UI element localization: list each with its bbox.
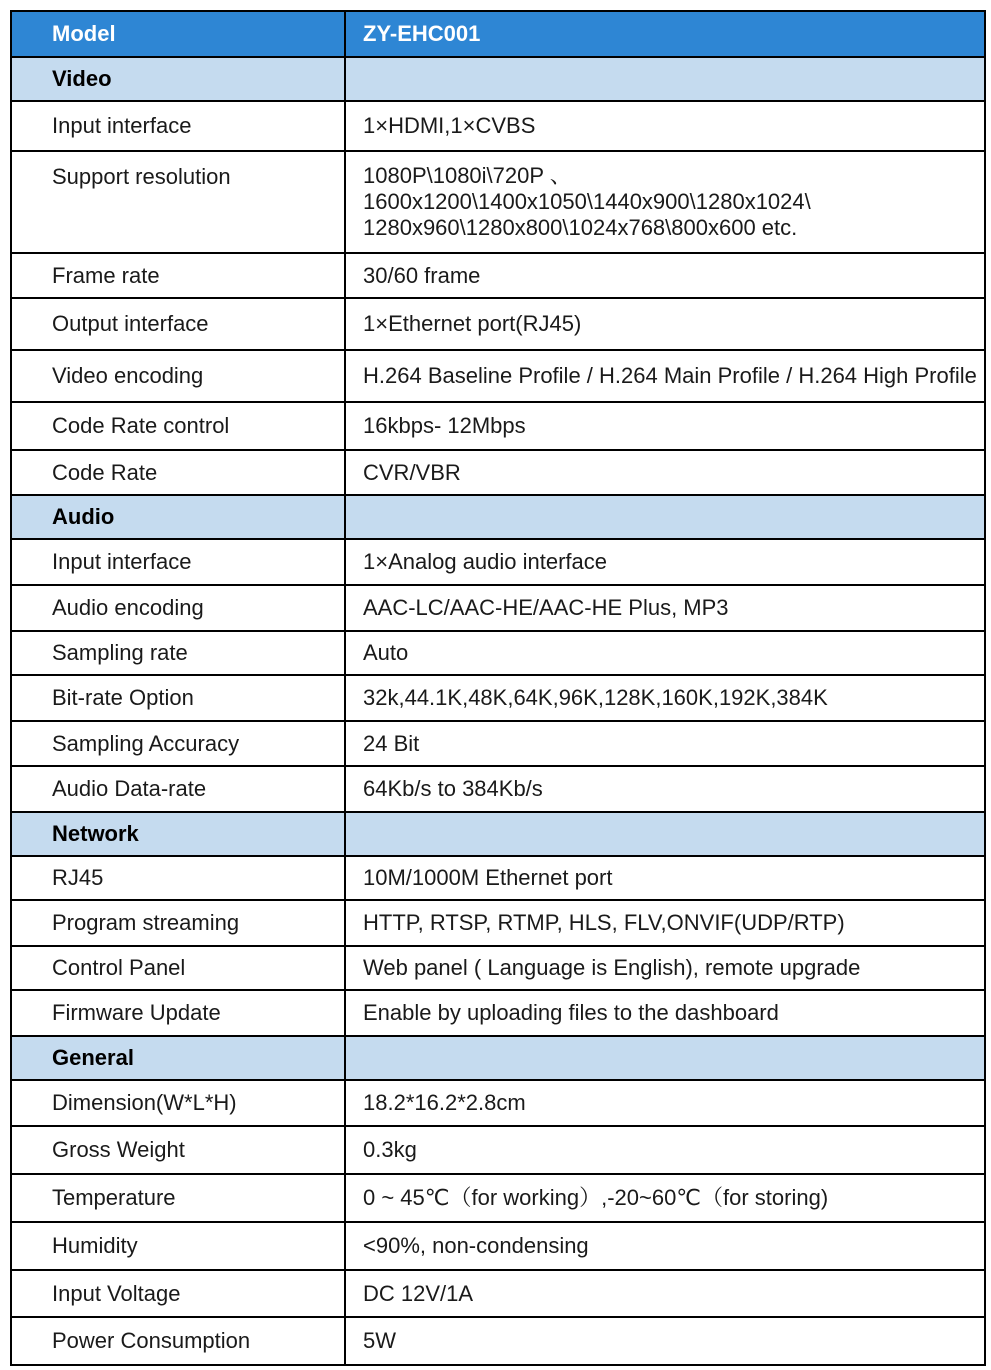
spec-label: Power Consumption — [11, 1317, 345, 1365]
section-row-network — [11, 812, 985, 856]
spec-label: Gross Weight — [11, 1126, 345, 1174]
spec-label: Program streaming — [11, 900, 345, 946]
spec-label: Code Rate control — [11, 402, 345, 450]
spec-row — [11, 101, 985, 151]
spec-row — [11, 350, 985, 402]
spec-value — [345, 151, 985, 253]
spec-label: Frame rate — [11, 253, 345, 298]
spec-label: Input Voltage — [11, 1270, 345, 1317]
spec-row — [11, 450, 985, 495]
spec-label: Bit-rate Option — [11, 675, 345, 721]
spec-value: 5W — [345, 1317, 985, 1365]
spec-label: Sampling rate — [11, 631, 345, 675]
section-row-audio — [11, 495, 985, 539]
spec-value: 16kbps- 12Mbps — [345, 402, 985, 450]
spec-value: H.264 Baseline Profile / H.264 Main Profile / H.264 High Profile — [345, 350, 985, 402]
spec-label: Support resolution — [11, 151, 345, 253]
spec-row — [11, 1270, 985, 1317]
spec-value: HTTP, RTSP, RTMP, HLS, FLV,ONVIF(UDP/RTP) — [345, 900, 985, 946]
spec-row — [11, 151, 985, 253]
spec-label: Sampling Accuracy — [11, 721, 345, 766]
spec-row — [11, 253, 985, 298]
spec-value: Auto — [345, 631, 985, 675]
spec-label: Audio Data-rate — [11, 766, 345, 812]
section-row-video — [11, 57, 985, 101]
spec-value: CVR/VBR — [345, 450, 985, 495]
spec-row — [11, 1317, 985, 1365]
spec-value: 24 Bit — [345, 721, 985, 766]
spec-row — [11, 539, 985, 585]
spec-value-line: 1080P\1080i\720P 、1600x1200\1400x1050\1440x900\1280x1024\ — [363, 163, 811, 214]
spec-row — [11, 585, 985, 631]
spec-label: Code Rate — [11, 450, 345, 495]
spec-row — [11, 1174, 985, 1222]
section-title: General — [11, 1036, 345, 1080]
spec-row — [11, 402, 985, 450]
spec-row — [11, 675, 985, 721]
spec-row — [11, 856, 985, 900]
spec-value: 1×Ethernet port(RJ45) — [345, 298, 985, 350]
spec-label: Output interface — [11, 298, 345, 350]
spec-value: 18.2*16.2*2.8cm — [345, 1080, 985, 1126]
spec-value: 1×Analog audio interface — [345, 539, 985, 585]
spec-label: Video encoding — [11, 350, 345, 402]
spec-value: DC 12V/1A — [345, 1270, 985, 1317]
spec-label: Audio encoding — [11, 585, 345, 631]
spec-label: Firmware Update — [11, 990, 345, 1036]
section-empty-cell — [345, 812, 985, 856]
spec-row — [11, 946, 985, 990]
spec-label: Input interface — [11, 101, 345, 151]
spec-value: 0 ~ 45℃（for working）,-20~60℃（for storing) — [345, 1174, 985, 1222]
spec-value: 64Kb/s to 384Kb/s — [345, 766, 985, 812]
section-empty-cell — [345, 1036, 985, 1080]
spec-value: AAC-LC/AAC-HE/AAC-HE Plus, MP3 — [345, 585, 985, 631]
header-label: Model — [11, 11, 345, 57]
section-row-general — [11, 1036, 985, 1080]
spec-row — [11, 1080, 985, 1126]
spec-label: RJ45 — [11, 856, 345, 900]
header-model-value: ZY-EHC001 — [345, 11, 985, 57]
spec-value: Web panel ( Language is English), remote upgrade — [345, 946, 985, 990]
section-empty-cell — [345, 57, 985, 101]
spec-row — [11, 766, 985, 812]
spec-label: Input interface — [11, 539, 345, 585]
spec-row — [11, 1222, 985, 1270]
spec-row — [11, 1126, 985, 1174]
spec-table — [10, 10, 986, 1366]
spec-value: 0.3kg — [345, 1126, 985, 1174]
spec-value: 1×HDMI,1×CVBS — [345, 101, 985, 151]
spec-label: Humidity — [11, 1222, 345, 1270]
spec-value: Enable by uploading files to the dashboard — [345, 990, 985, 1036]
spec-row — [11, 900, 985, 946]
spec-label: Dimension(W*L*H) — [11, 1080, 345, 1126]
spec-row — [11, 990, 985, 1036]
spec-value: 30/60 frame — [345, 253, 985, 298]
spec-value-line: 1280x960\1280x800\1024x768\800x600 etc. — [363, 215, 798, 240]
spec-label: Temperature — [11, 1174, 345, 1222]
spec-row — [11, 721, 985, 766]
spec-row — [11, 631, 985, 675]
header-row — [11, 11, 985, 57]
section-empty-cell — [345, 495, 985, 539]
section-title: Video — [11, 57, 345, 101]
spec-value: 10M/1000M Ethernet port — [345, 856, 985, 900]
spec-row — [11, 298, 985, 350]
spec-value: <90%, non-condensing — [345, 1222, 985, 1270]
spec-value: 32k,44.1K,48K,64K,96K,128K,160K,192K,384K — [345, 675, 985, 721]
spec-label: Control Panel — [11, 946, 345, 990]
section-title: Network — [11, 812, 345, 856]
section-title: Audio — [11, 495, 345, 539]
